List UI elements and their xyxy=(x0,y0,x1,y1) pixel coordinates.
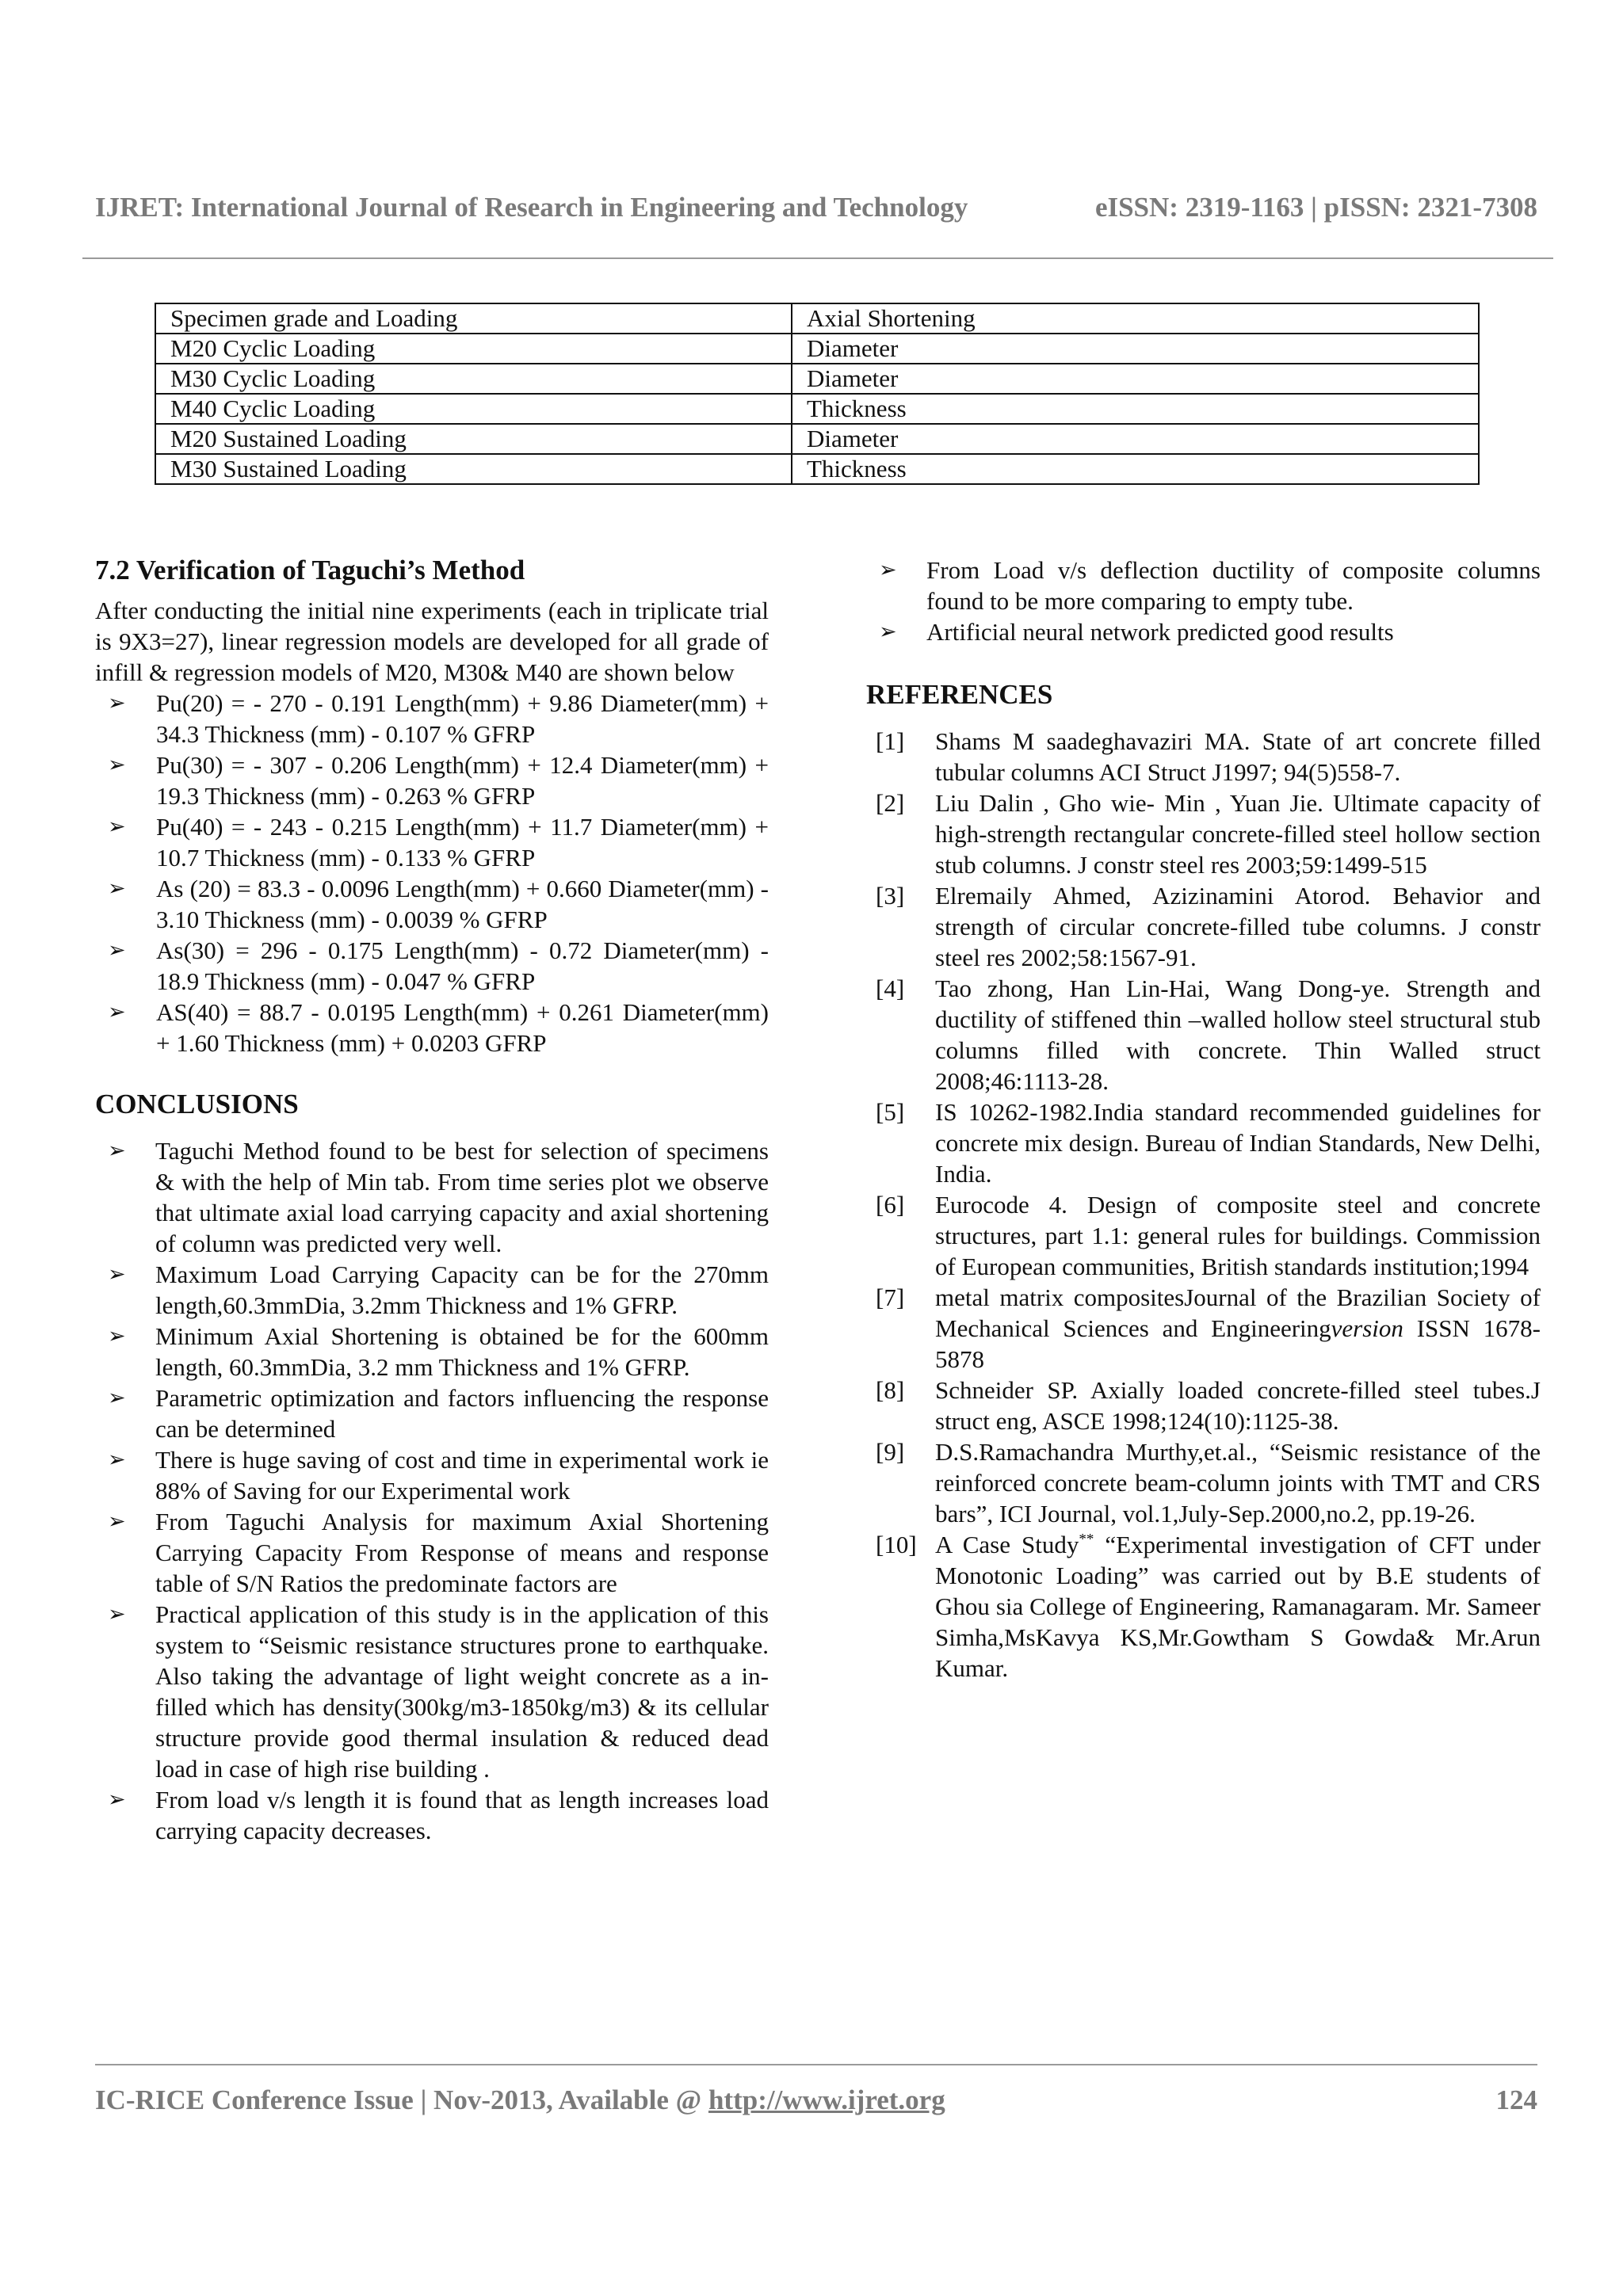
journal-link[interactable]: http://www.ijret.org xyxy=(708,2084,945,2115)
issn: eISSN: 2319-1163 | pISSN: 2321-7308 xyxy=(1094,192,1537,223)
equation-item: ➢ Pu(30) = - 307 - 0.206 Length(mm) + 12.4 Diameter(mm) + 19.3 Thickness (mm) - 0.263 % GFRP xyxy=(108,751,769,810)
arrow-bullet-icon: ➢ xyxy=(108,876,126,901)
table-cell: Diameter xyxy=(792,364,1479,394)
running-header xyxy=(95,192,1537,223)
list-item: ➢ Minimum Axial Shortening is obtained be for the 600mm length, 60.3mmDia, 3.2 mm Thickness and 1% GFRP. xyxy=(108,1322,769,1381)
arrow-bullet-icon: ➢ xyxy=(879,620,897,644)
table-cell: Thickness xyxy=(792,454,1479,484)
equation-item: ➢ AS(40) = 88.7 - 0.0195 Length(mm) + 0.261 Diameter(mm) + 1.60 Thickness (mm) + 0.0203 GFRP xyxy=(108,998,769,1057)
table-cell: Axial Shortening xyxy=(792,303,1479,334)
list-item: ➢ Parametric optimization and factors influencing the response can be determined xyxy=(108,1384,769,1443)
conference-issue: IC-RICE Conference Issue | Nov-2013, Available @ xyxy=(95,2084,708,2115)
reference-item: [4] Tao zhong, Han Lin-Hai, Wang Dong-ye. Strength and ductility of stiffened thin –walled hollow steel structural stub columns filled with concrete. Thin Walled struct 2008;46:1113-28. xyxy=(876,974,1541,1095)
section-7-2-intro: After conducting the initial nine experiments (each in triplicate trial is 9X3=27), linear regression models are developed for all grade of infill & regression models of M20, M30& M40 are shown below xyxy=(95,597,769,686)
arrow-bullet-icon: ➢ xyxy=(108,1324,126,1348)
list-item: ➢ Practical application of this study is in the application of this system to “Seismic resistance structures prone to earthquake. Also taking the advantage of light weight concrete as a in-filled which has density(300kg/m3-1850kg/m3) & its cellular structure provide good thermal insulation & reduced dead load in case of high rise building . xyxy=(108,1600,769,1783)
arrow-bullet-icon: ➢ xyxy=(108,753,126,777)
header-rule xyxy=(82,257,1553,259)
table-cell: Thickness xyxy=(792,394,1479,424)
table-row xyxy=(155,303,1479,334)
conclusions-list xyxy=(95,1135,769,1846)
left-column xyxy=(95,555,769,1846)
right-column xyxy=(866,555,1541,1684)
list-item: ➢ From Load v/s deflection ductility of composite columns found to be more comparing to empty tube. xyxy=(879,556,1541,615)
conclusions-heading: CONCLUSIONS xyxy=(95,1089,299,1119)
table-cell: M20 Sustained Loading xyxy=(155,424,792,454)
equation-item: ➢ As(30) = 296 - 0.175 Length(mm) - 0.72 Diameter(mm) - 18.9 Thickness (mm) - 0.047 % GFRP xyxy=(108,936,769,995)
arrow-bullet-icon: ➢ xyxy=(879,558,897,582)
arrow-bullet-icon: ➢ xyxy=(108,1138,126,1163)
reference-item: [5] IS 10262-1982.India standard recommended guidelines for concrete mix design. Bureau of Indian Standards, New Delhi, India. xyxy=(876,1098,1541,1188)
reference-item: [2] Liu Dalin , Gho wie- Min , Yuan Jie. Ultimate capacity of high-strength rectangular concrete-filled steel hollow section stub columns. J constr steel res 2003;59:1499-515 xyxy=(876,789,1541,879)
equation-item: ➢ Pu(40) = - 243 - 0.215 Length(mm) + 11.7 Diameter(mm) + 10.7 Thickness (mm) - 0.133 % GFRP xyxy=(108,813,769,871)
table-row xyxy=(155,424,1479,454)
page-footer xyxy=(95,2084,1537,2116)
arrow-bullet-icon: ➢ xyxy=(108,1386,126,1410)
footer-rule xyxy=(95,2064,1537,2065)
references-list xyxy=(866,726,1541,1684)
arrow-bullet-icon: ➢ xyxy=(108,1447,126,1472)
arrow-bullet-icon: ➢ xyxy=(108,691,126,715)
section-7-2-heading: 7.2 Verification of Taguchi’s Method xyxy=(95,555,525,585)
table-row xyxy=(155,364,1479,394)
equation-item: ➢ As (20) = 83.3 - 0.0096 Length(mm) + 0.660 Diameter(mm) - 3.10 Thickness (mm) - 0.0039 % GFRP xyxy=(108,875,769,933)
arrow-bullet-icon: ➢ xyxy=(108,1787,126,1812)
table-cell: M30 Cyclic Loading xyxy=(155,364,792,394)
equation-item: ➢ Pu(20) = - 270 - 0.191 Length(mm) + 9.86 Diameter(mm) + 34.3 Thickness (mm) - 0.107 % GFRP xyxy=(108,689,769,748)
factor-table xyxy=(155,303,1480,485)
table-cell: Diameter xyxy=(792,424,1479,454)
table-row xyxy=(155,334,1479,364)
reference-item: [10] A Case Study** “Experimental investigation of CFT under Monotonic Loading” was carried out by B.E students of Ghou sia College of Engineering, Ramanagaram. Mr. Sameer Simha,MsKavya KS,Mr.Gowtham S Gowda& Mr.Arun Kumar. xyxy=(876,1531,1541,1682)
table-row xyxy=(155,454,1479,484)
conclusions-list-continued xyxy=(866,555,1541,647)
reference-item: [7] metal matrix compositesJournal of the Brazilian Society of Mechanical Sciences and Engineeringversion ISSN 1678-5878 xyxy=(876,1283,1541,1373)
arrow-bullet-icon: ➢ xyxy=(108,1509,126,1534)
references-heading: REFERENCES xyxy=(866,679,1053,710)
arrow-bullet-icon: ➢ xyxy=(108,938,126,963)
table-cell: Diameter xyxy=(792,334,1479,364)
list-item: ➢ From load v/s length it is found that as length increases load carrying capacity decreases. xyxy=(108,1786,769,1844)
list-item: ➢ Maximum Load Carrying Capacity can be for the 270mm length,60.3mmDia, 3.2mm Thickness and 1% GFRP. xyxy=(108,1261,769,1319)
arrow-bullet-icon: ➢ xyxy=(108,1000,126,1024)
table-cell: M30 Sustained Loading xyxy=(155,454,792,484)
page-number: 124 xyxy=(1495,2084,1537,2115)
arrow-bullet-icon: ➢ xyxy=(108,1262,126,1287)
journal-title: IJRET: International Journal of Research in Engineering and Technology xyxy=(95,192,968,223)
table-cell: M20 Cyclic Loading xyxy=(155,334,792,364)
table-row xyxy=(155,394,1479,424)
reference-item: [3] Elremaily Ahmed, Azizinamini Atorod. Behavior and strength of circular concrete-filled tube columns. J constr steel res 2002;58:1567-91. xyxy=(876,882,1541,971)
reference-item: [6] Eurocode 4. Design of composite steel and concrete structures, part 1.1: general rules for buildings. Commission of European communities, British standards institution;1994 xyxy=(876,1191,1541,1280)
list-item: ➢ Artificial neural network predicted good results xyxy=(879,618,1394,646)
arrow-bullet-icon: ➢ xyxy=(108,814,126,839)
table-cell: Specimen grade and Loading xyxy=(155,303,792,334)
arrow-bullet-icon: ➢ xyxy=(108,1602,126,1627)
list-item: ➢ Taguchi Method found to be best for selection of specimens & with the help of Min tab. From time series plot we observe that ultimate axial load carrying capacity and axial shortening of column was predicted very well. xyxy=(108,1137,769,1257)
reference-item: [9] D.S.Ramachandra Murthy,et.al., “Seismic resistance of the reinforced concrete beam-column joints with TMT and CRS bars”, ICI Journal, vol.1,July-Sep.2000,no.2, pp.19-26. xyxy=(876,1438,1541,1527)
reference-item: [8] Schneider SP. Axially loaded concrete-filled steel tubes.J struct eng, ASCE 1998;124(10):1125-38. xyxy=(876,1376,1541,1435)
list-item: ➢ There is huge saving of cost and time in experimental work ie 88% of Saving for our Experimental work xyxy=(108,1446,769,1505)
reference-item: [1] Shams M saadeghavaziri MA. State of art concrete filled tubular columns ACI Struct J1997; 94(5)558-7. xyxy=(876,727,1541,786)
table-cell: M40 Cyclic Loading xyxy=(155,394,792,424)
regression-equations xyxy=(95,688,769,1058)
list-item: ➢ From Taguchi Analysis for maximum Axial Shortening Carrying Capacity From Response of means and response table of S/N Ratios the predominate factors are xyxy=(108,1508,769,1597)
